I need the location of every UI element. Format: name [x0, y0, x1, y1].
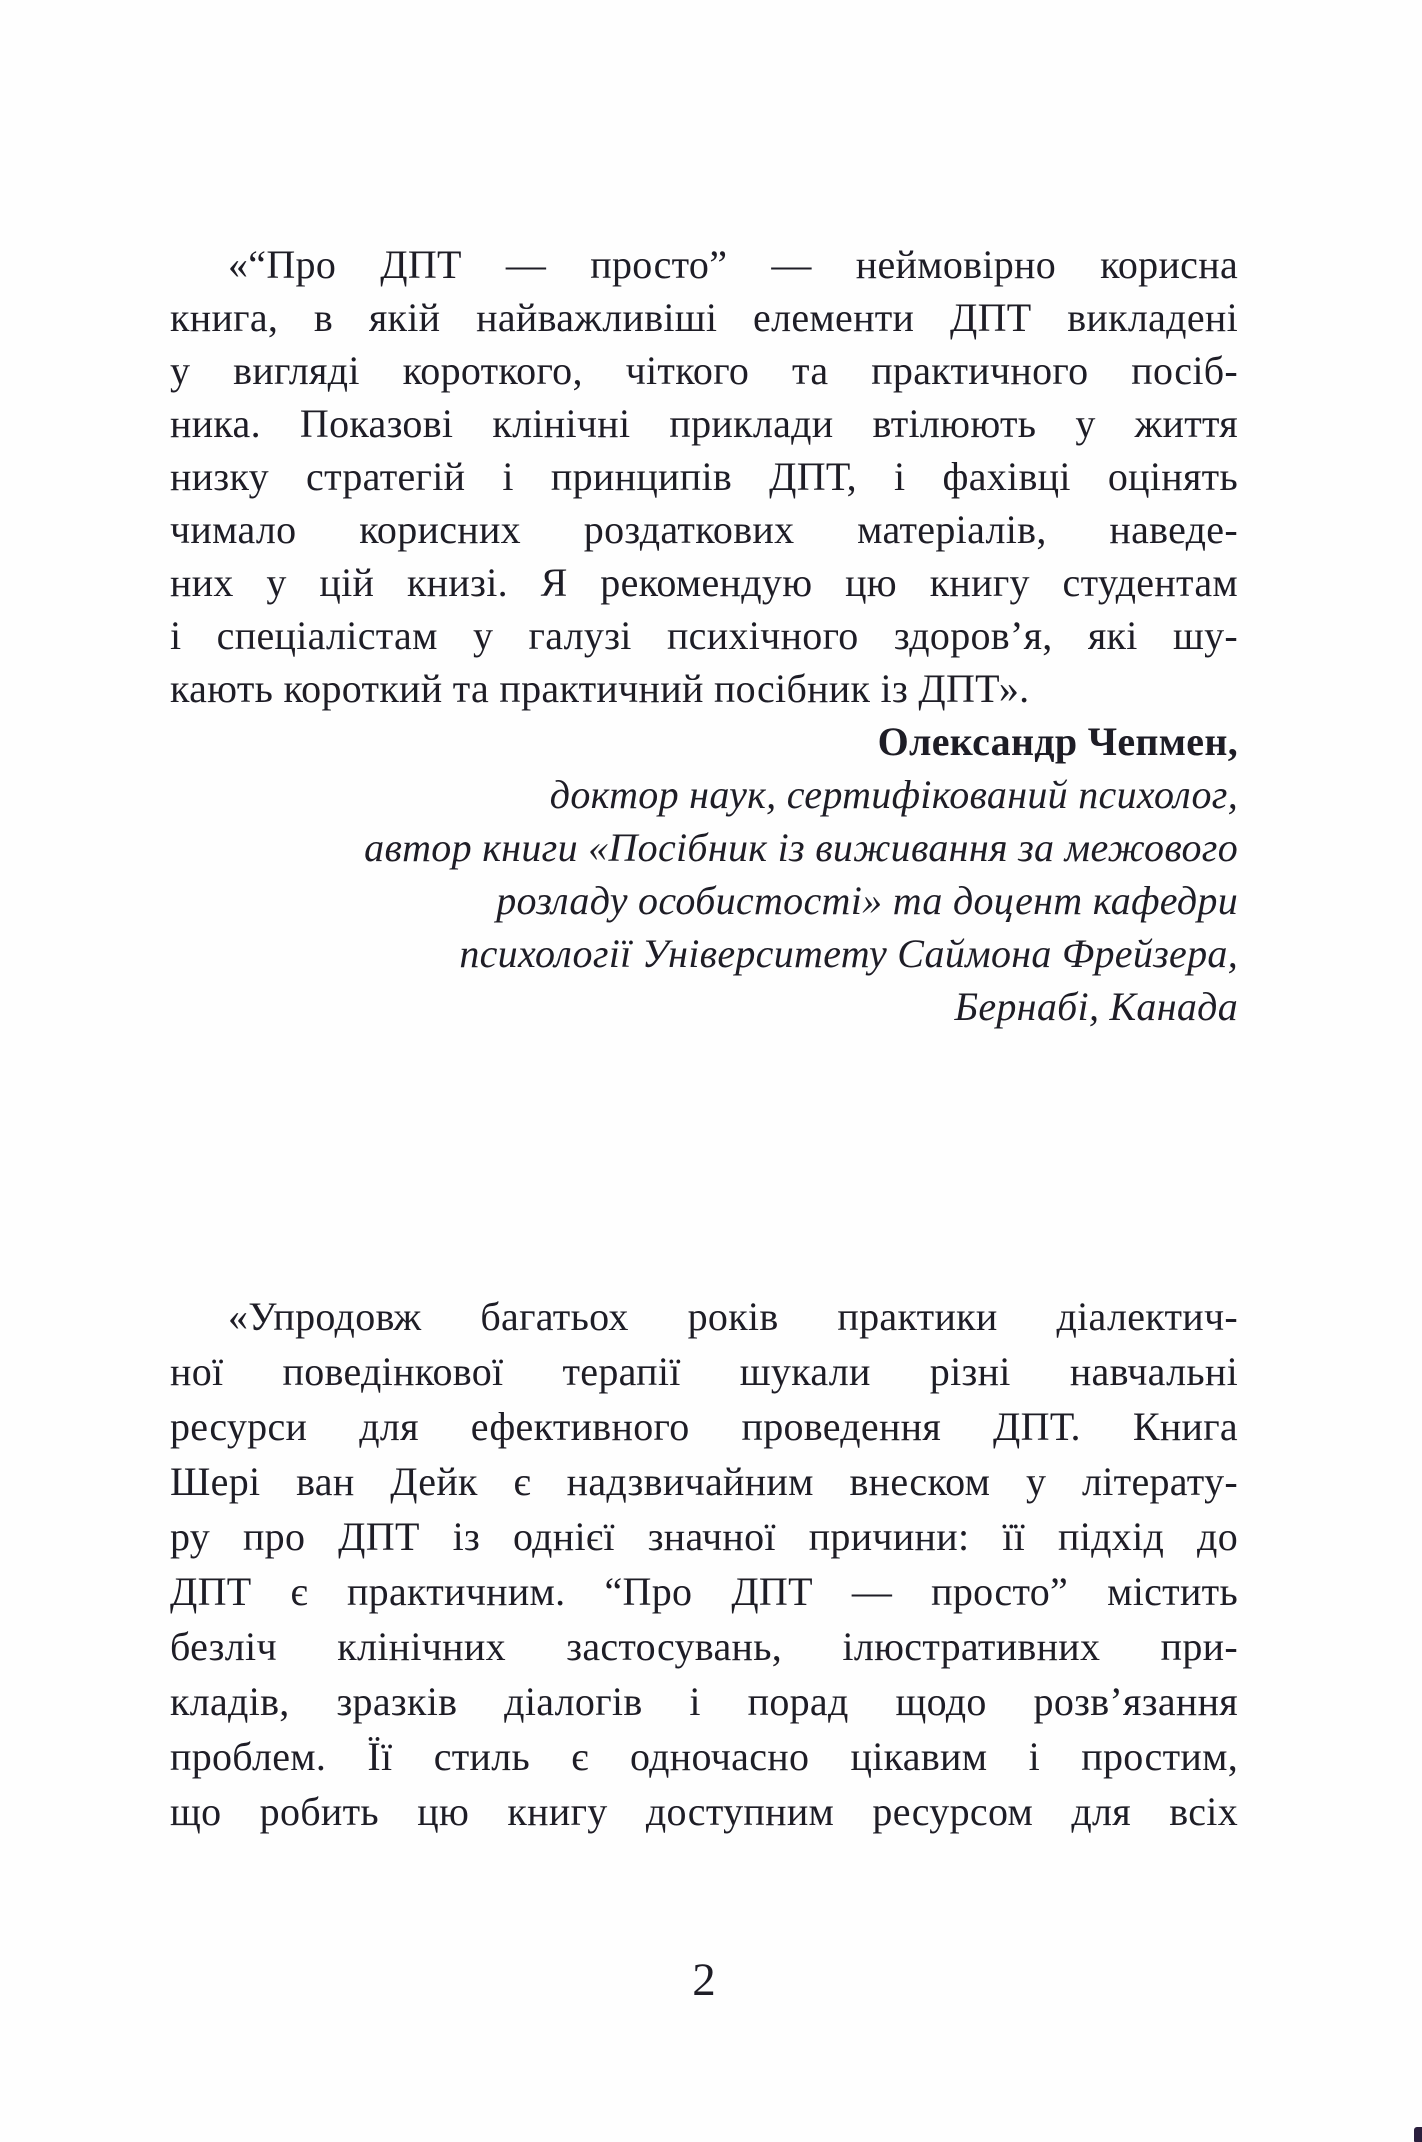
- quote1-text-line: чимало корисних роздаткових матеріалів, наведе-: [170, 507, 1238, 552]
- page-number: 2: [692, 1954, 716, 2006]
- quote2-text-line: безліч клінічних застосувань, ілюстративних при-: [170, 1624, 1238, 1669]
- attribution-line: автор книги «Посібник із виживання за межового: [364, 825, 1238, 870]
- quote1-text-line: і спеціалістам у галузі психічного здоров’я, які шу-: [170, 613, 1238, 658]
- quote2-text-line: ДПТ є практичним. “Про ДПТ — просто” містить: [170, 1569, 1238, 1614]
- attribution-line: розладу особистості» та доцент кафедри: [496, 878, 1238, 923]
- quote1-attribution: [170, 715, 1238, 1033]
- quote2-text-line: ресурси для ефективного проведення ДПТ. Книга: [170, 1404, 1238, 1449]
- quote2-text-line: Шері ван Дейк є надзвичайним внеском у літерату-: [170, 1459, 1238, 1504]
- quote2-text-line: «Упродовж багатьох років практики діалектич-: [228, 1294, 1238, 1339]
- endorsement-quote-2: [170, 1289, 1238, 1839]
- attribution-author-name: Олександр Чепмен,: [877, 719, 1238, 764]
- endorsement-quote-1: [170, 238, 1238, 715]
- quote1-text-line: книга, в якій найважливіші елементи ДПТ викладені: [170, 295, 1238, 340]
- quote2-text-line: проблем. Її стиль є одночасно цікавим і простим,: [170, 1734, 1238, 1779]
- attribution-credentials: [170, 768, 1238, 1033]
- quote1-text-line: кають короткий та практичний посібник із ДПТ».: [170, 666, 1030, 711]
- quote1-text-line: них у цій книзі. Я рекомендую цю книгу студентам: [170, 560, 1238, 605]
- quote1-text-line: «“Про ДПТ — просто” — неймовірно корисна: [228, 242, 1238, 287]
- quote2-text-line: кладів, зразків діалогів і порад щодо розв’язання: [170, 1679, 1238, 1724]
- attribution-line: психології Університету Саймона Фрейзера,: [459, 931, 1238, 976]
- quote2-text-line: ної поведінкової терапії шукали різні навчальні: [170, 1349, 1238, 1394]
- quote1-text-line: ника. Показові клінічні приклади втілюють у життя: [170, 401, 1238, 446]
- attribution-line: Бернабі, Канада: [954, 984, 1238, 1029]
- quote2-text-line: ру про ДПТ із однієї значної причини: її підхід до: [170, 1514, 1238, 1559]
- page-content: [170, 238, 1238, 1839]
- quote1-text-line: у вигляді короткого, чіткого та практичного посіб-: [170, 348, 1238, 393]
- attribution-line: доктор наук, сертифікований психолог,: [549, 772, 1238, 817]
- quote1-text-line: низку стратегій і принципів ДПТ, і фахівці оцінять: [170, 454, 1238, 499]
- section-gap: [170, 1033, 1238, 1289]
- scan-artifact: [1414, 2127, 1422, 2142]
- quote2-text-line: що робить цю книгу доступним ресурсом для всіх: [170, 1789, 1238, 1834]
